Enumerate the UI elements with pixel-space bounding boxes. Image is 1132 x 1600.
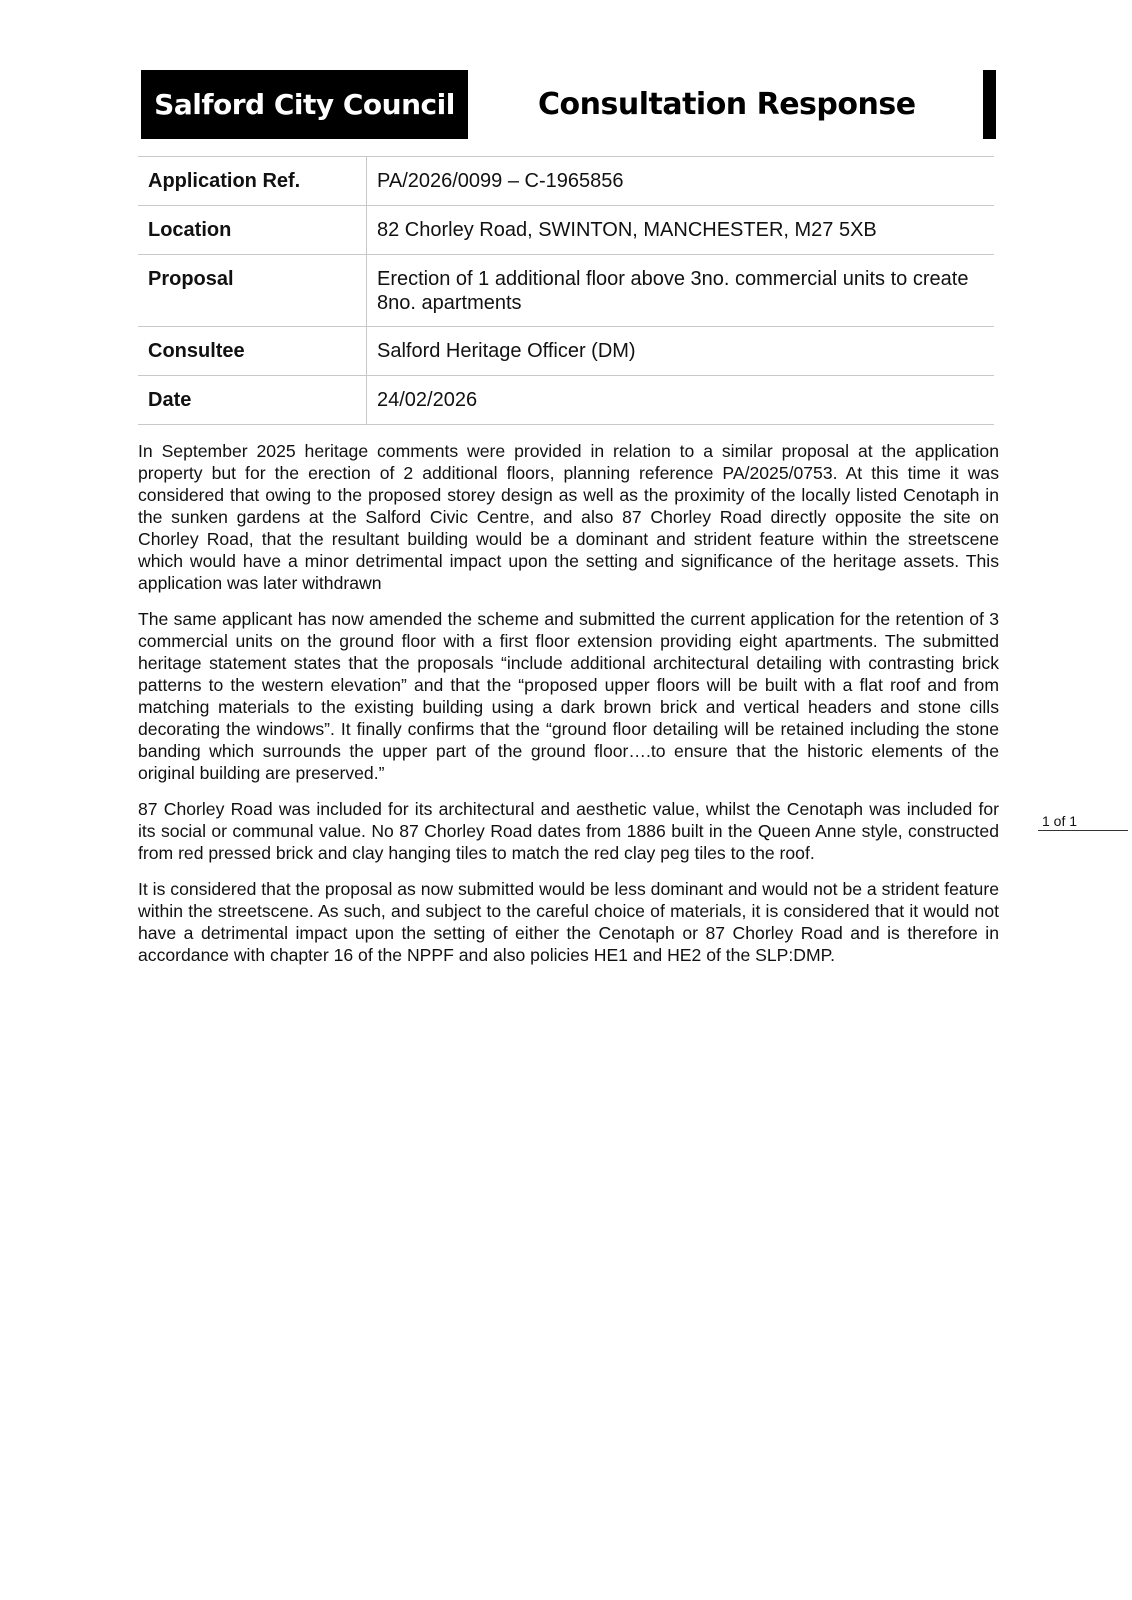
body-paragraph: It is considered that the proposal as now submitted would be less dominant and would not be a strident feature within the streetscene. As such, and subject to the careful choice of materials, it is considered that it would not have a detrimental impact upon the setting of either the Cenotaph or 87 Chorley Road and is therefore in accordance with chapter 16 of the NPPF and also policies HE1 and HE2 of the SLP:DMP. (138, 879, 999, 965)
document-header (141, 70, 996, 140)
details-value: 24/02/2026 (377, 389, 478, 411)
body-paragraph: 87 Chorley Road was included for its architectural and aesthetic value, whilst the Cenotaph was included for its social or communal value. No 87 Chorley Road dates from 1886 built in the Queen Anne style, constructed from red pressed brick and clay hanging tiles to match the red clay peg tiles to the roof. (138, 799, 999, 863)
details-value: 82 Chorley Road, SWINTON, MANCHESTER, M27 5XB (377, 219, 877, 241)
details-row-proposal (138, 255, 994, 327)
council-logo: Salford City Council (141, 70, 468, 139)
details-row-location (138, 206, 994, 255)
header-accent-bar (983, 70, 996, 139)
details-value: Salford Heritage Officer (DM) (377, 340, 636, 362)
details-label: Date (138, 376, 367, 424)
details-label: Proposal (138, 255, 367, 326)
details-value: PA/2026/0099 – C-1965856 (377, 170, 624, 192)
details-row-consultee (138, 327, 994, 376)
body-paragraph: The same applicant has now amended the scheme and submitted the current application for the retention of 3 commercial units on the ground floor with a first floor extension providing eight apartments. The submitted heritage statement states that the proposals “include additional architectural detailing with contrasting brick patterns to the western elevation” and that the “proposed upper floors will be built with a flat roof and from matching materials to the existing building using a dark brown brick and vertical headers and stone cills decorating the windows”. It finally confirms that the “ground floor detailing will be retained including the stone banding which surrounds the upper part of the ground floor….to ensure that the historic elements of the original building are preserved.” (138, 609, 999, 783)
page-indicator: 1 of 1 (1038, 812, 1128, 831)
details-label: Location (138, 206, 367, 254)
details-value: Erection of 1 additional floor above 3no. commercial units to create 8no. apartments (377, 268, 969, 314)
application-details-table (138, 156, 994, 425)
details-row-application-ref (138, 157, 994, 206)
document-title: Consultation Response (538, 87, 916, 122)
response-body (138, 440, 999, 980)
details-label: Application Ref. (138, 157, 367, 205)
details-row-date (138, 376, 994, 425)
body-paragraph: In September 2025 heritage comments were provided in relation to a similar proposal at the application property but for the erection of 2 additional floors, planning reference PA/2025/0753. At this time it was considered that owing to the proposed storey design as well as the proximity of the locally listed Cenotaph in the sunken gardens at the Salford Civic Centre, and also 87 Chorley Road directly opposite the site on Chorley Road, that the resultant building would be a dominant and strident feature within the streetscene which would have a minor detrimental impact upon the setting and significance of the heritage assets. This application was later withdrawn (138, 441, 999, 593)
details-label: Consultee (138, 327, 367, 375)
